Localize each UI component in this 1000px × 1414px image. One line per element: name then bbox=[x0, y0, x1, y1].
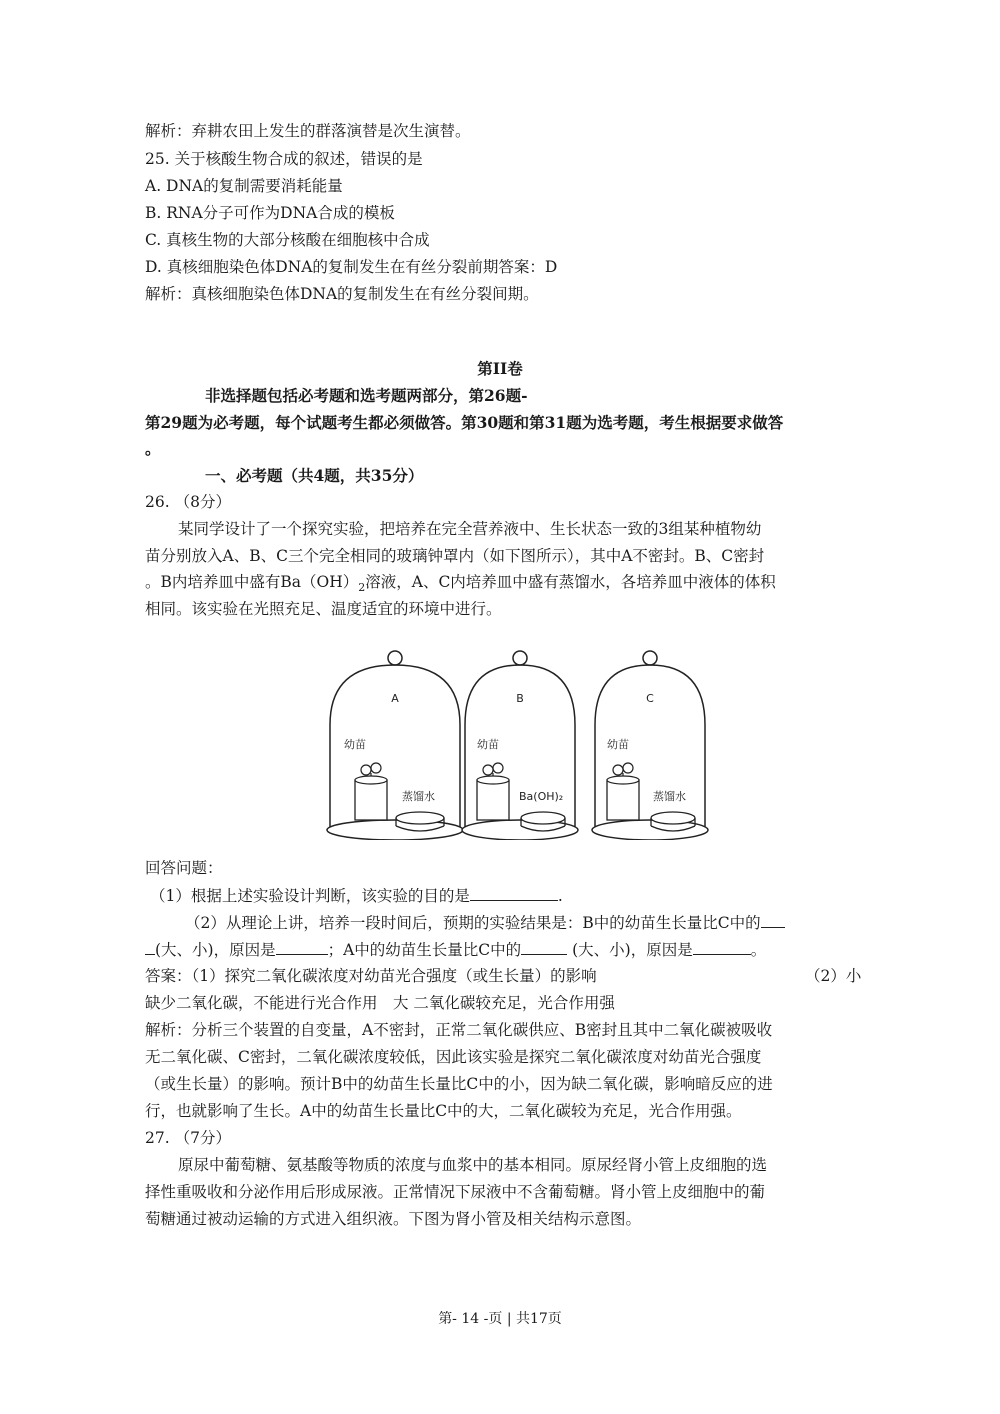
q25-stem: 25. 关于核酸生物合成的叙述，错误的是 bbox=[145, 150, 423, 168]
section-title: 一、必考题（共4题，共35分） bbox=[205, 466, 424, 485]
q27-body-3: 萄糖通过被动运输的方式进入组织液。下图为肾小管及相关结构示意图。 bbox=[145, 1210, 642, 1228]
q26-body-3: 。B内培养皿中盛有$Ba(OH)_2$溶液，A、C内培养皿中盛有蒸馏水，各培养皿中液体的体积 bbox=[145, 573, 776, 595]
jar-b-label: B bbox=[516, 692, 524, 705]
q26-sub-1: （1）根据上述实验设计判断，该实验的目的是 . bbox=[150, 882, 563, 909]
q26-body-1: 某同学设计了一个探究实验，把培养在完全营养液中、生长状态一致的3组某种植物幼 bbox=[178, 520, 762, 538]
part2-intro-1: 非选择题包括必考题和选考题两部分，第26题- bbox=[205, 386, 528, 405]
jar-b bbox=[462, 651, 578, 840]
q27-body-1: 原尿中葡萄糖、氨基酸等物质的浓度与血浆中的基本相同。原尿经肾小管上皮细胞的选 bbox=[178, 1156, 768, 1174]
jar-a bbox=[327, 651, 463, 840]
q24-analysis: 解析：弃耕农田上发生的群落演替是次生演替。 bbox=[145, 122, 471, 140]
jar-a-label: A bbox=[391, 692, 399, 705]
answer-prompt: 回答问题： bbox=[145, 859, 223, 877]
q26-analysis-3: （或生长量）的影响。预计B中的幼苗生长量比C中的小，因为缺二氧化碳，影响暗反应的进 bbox=[145, 1075, 773, 1093]
q26-analysis-4: 行，也就影响了生长。A中的幼苗生长量比C中的大，二氧化碳较为充足，光合作用强。 bbox=[145, 1102, 742, 1120]
jar-b-seedling-label: 幼苗 bbox=[477, 738, 499, 751]
q27-body-2: 择性重吸收和分泌作用后形成尿液。正常情况下尿液中不含葡萄糖。肾小管上皮细胞中的葡 bbox=[145, 1183, 766, 1201]
part2-title: 第II卷 bbox=[477, 359, 523, 378]
q26-header: 26. （8分） bbox=[145, 493, 231, 511]
q26-answer-2: 缺少二氧化碳，不能进行光合作用 大 二氧化碳较充足，光合作用强 bbox=[145, 994, 615, 1012]
jar-c bbox=[592, 651, 708, 840]
q25-option-d: D. 真核细胞染色体DNA的复制发生在有丝分裂前期答案：D bbox=[145, 258, 558, 276]
jar-a-dish-label: 蒸馏水 bbox=[402, 790, 435, 803]
q25-option-b: B. RNA分子可作为DNA合成的模板 bbox=[145, 204, 395, 222]
q25-option-a: A. DNA的复制需要消耗能量 bbox=[145, 177, 343, 195]
jar-c-dish-label: 蒸馏水 bbox=[653, 790, 686, 803]
bell-jar-figure bbox=[320, 640, 720, 840]
jar-b-dish-label: Ba(OH)₂ bbox=[519, 790, 564, 803]
page-footer: 第- 14 -页 | 共17页 bbox=[438, 1311, 562, 1327]
q25-analysis: 解析：真核细胞染色体DNA的复制发生在有丝分裂间期。 bbox=[145, 285, 539, 303]
q26-answer-1-right: （2）小 bbox=[805, 967, 862, 985]
jar-c-seedling-label: 幼苗 bbox=[607, 738, 629, 751]
q26-body-2: 苗分别放入A、B、C三个完全相同的玻璃钟罩内（如下图所示），其中A不密封。B、C密封 bbox=[145, 547, 765, 565]
q26-answer-1: 答案：（1）探究二氧化碳浓度对幼苗光合强度（或生长量）的影响 bbox=[145, 967, 597, 985]
q26-body-4: 相同。该实验在光照充足、温度适宜的环境中进行。 bbox=[145, 600, 502, 618]
jar-a-seedling-label: 幼苗 bbox=[344, 738, 366, 751]
q26-sub-2-line-1: （2）从理论上讲，培养一段时间后，预期的实验结果是：B中的幼苗生长量比C中的 bbox=[185, 909, 785, 936]
part2-intro-2: 第29题为必考题，每个试题考生都必须做答。第30题和第31题为选考题，考生根据要求做答 bbox=[145, 413, 784, 432]
q26-analysis-2: 无二氧化碳、C密封，二氧化碳浓度较低，因此该实验是探究二氧化碳浓度对幼苗光合强度 bbox=[145, 1048, 762, 1066]
q25-option-c: C. 真核生物的大部分核酸在细胞核中合成 bbox=[145, 231, 430, 249]
jar-c-label: C bbox=[646, 692, 654, 705]
q26-analysis-1: 解析：分析三个装置的自变量，A不密封，正常二氧化碳供应、B密封且其中二氧化碳被吸收 bbox=[145, 1021, 773, 1039]
part2-intro-3: 。 bbox=[145, 439, 161, 458]
q26-sub-2-line-2: (大、小)，原因是 ；A中的幼苗生长量比C中的 (大、小)，原因是 。 bbox=[145, 936, 766, 963]
q27-header: 27. （7分） bbox=[145, 1129, 231, 1147]
